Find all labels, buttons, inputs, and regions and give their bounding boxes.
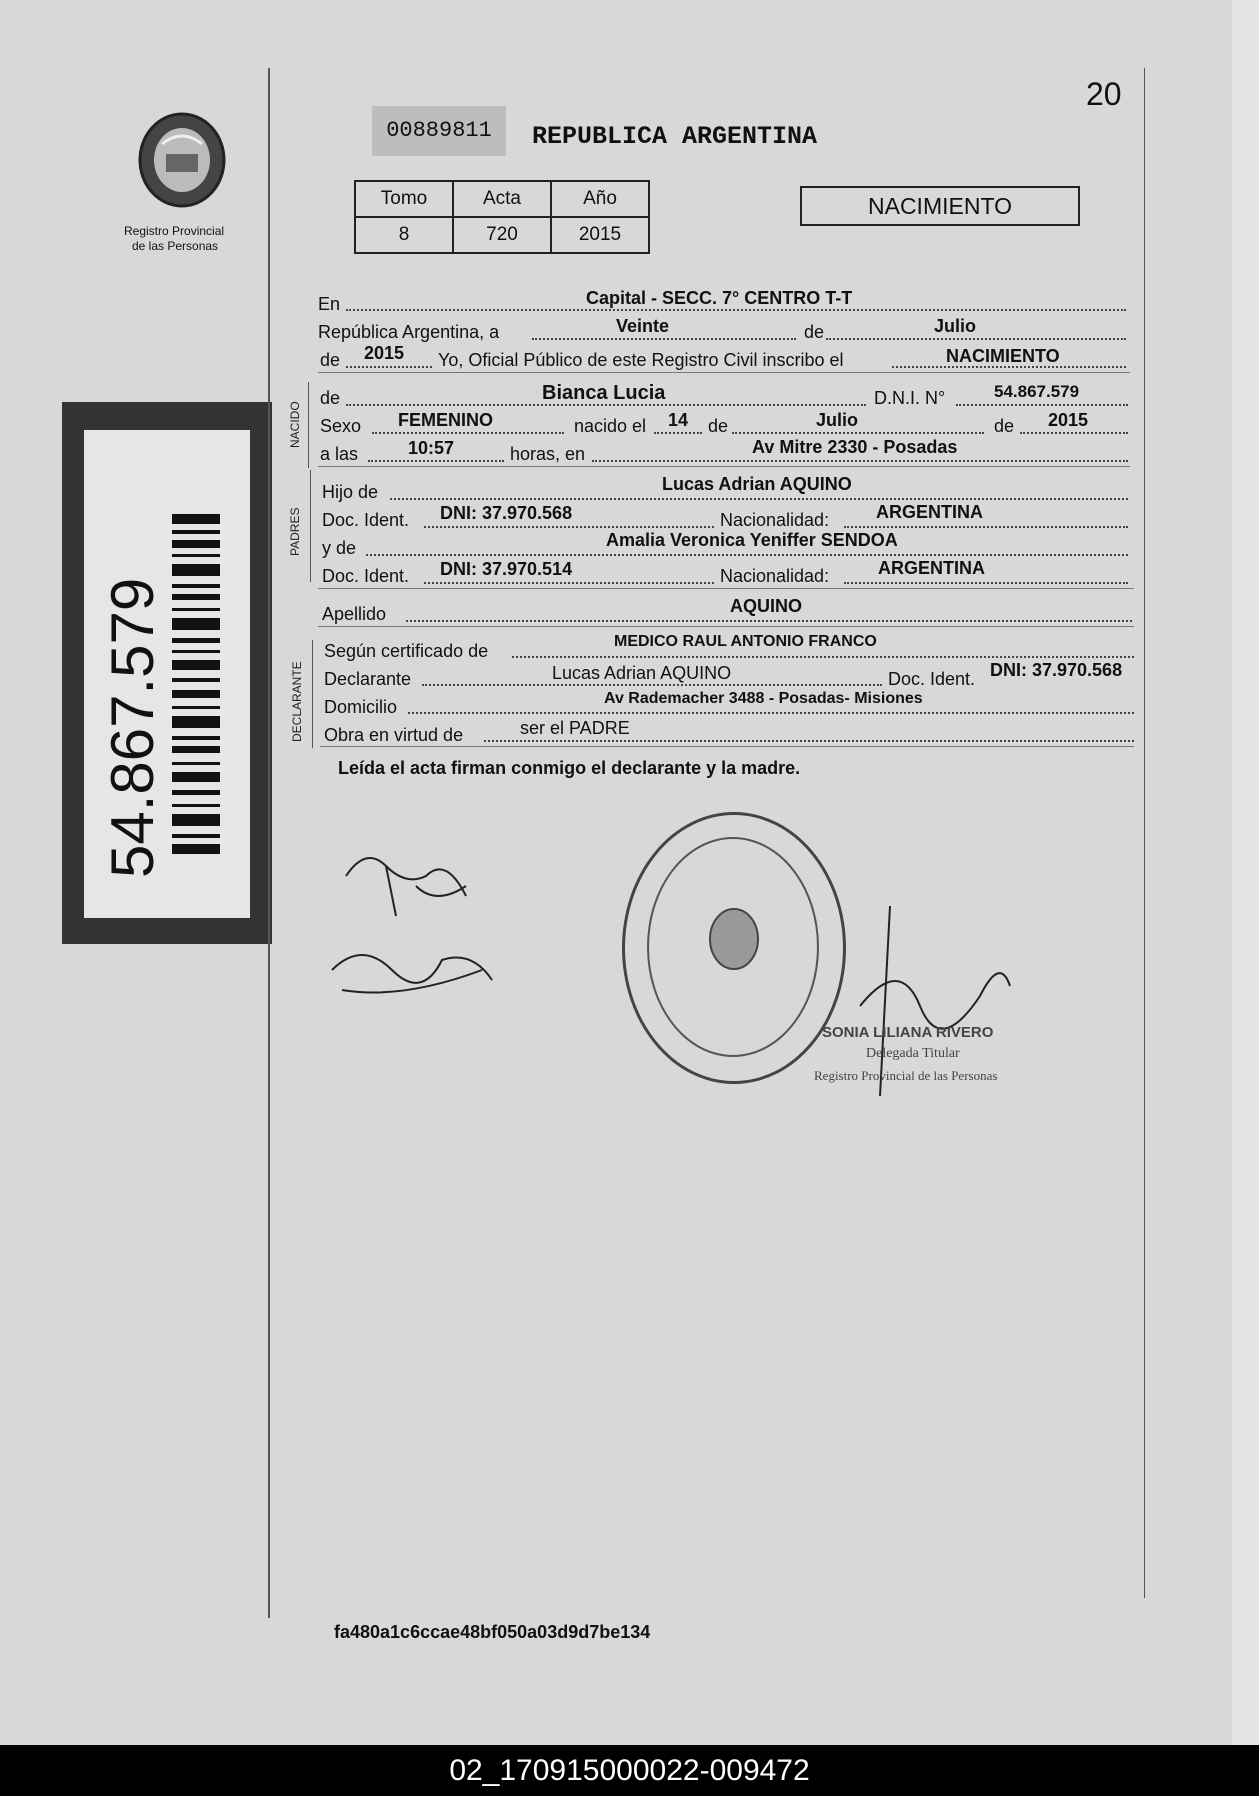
dots-padre [390,498,1128,500]
page-number: 20 [1086,76,1122,112]
dots-lugar-nac [592,460,1128,462]
value-declarante: Lucas Adrian AQUINO [552,663,732,683]
divider-3 [318,588,1134,589]
value-dia-nac: 14 [668,410,689,430]
td-tomo: 8 [355,217,453,253]
label-segun: Según certificado de [324,641,489,661]
dots-mes [826,338,1126,340]
value-madre: Amalia Veronica Yeniffer SENDOA [606,530,898,550]
dots-domicilio [408,712,1134,714]
dots-anio-nac [1020,432,1128,434]
divider-2 [318,466,1130,467]
label-de: de [804,322,825,342]
nacido-bracket [308,382,309,468]
right-margin-line [1144,68,1145,1598]
label-horas-en: horas, en [510,444,586,464]
label-nac-madre: Nacionalidad: [720,566,830,586]
label-republica: República Argentina, a [318,322,500,342]
label-declarante-doc: Doc. Ident. [888,669,976,689]
signature-declarante-icon [326,836,506,936]
barcode-inner [84,430,250,918]
label-oficial: Yo, Oficial Público de este Registro Civil inscribo el [438,350,844,370]
label-doc-padre: Doc. Ident. [322,510,410,530]
label-nac-padre: Nacionalidad: [720,510,830,530]
value-dni: 54.867.579 [994,382,1080,401]
official-title: Delegada Titular [866,1046,960,1061]
value-apellido: AQUINO [730,596,802,616]
dots-madre-doc [424,582,714,584]
registry-line1: Registro Provincial [124,224,225,238]
label-domicilio: Domicilio [324,697,398,717]
value-anio-nac: 2015 [1048,410,1089,430]
official-office: Registro Provincial de las Personas [814,1068,998,1083]
section-declarante: DECLARANTE [290,661,304,742]
th-tomo: Tomo [355,181,453,217]
value-padre: Lucas Adrian AQUINO [662,474,852,494]
dots-obra [484,740,1134,742]
dots-padre-nac [844,526,1128,528]
value-mes-nac: Julio [816,410,859,430]
record-type-box: NACIMIENTO [800,186,1080,226]
label-obra: Obra en virtud de [324,725,464,745]
dots-dia [532,338,796,340]
dots-anio [346,366,432,368]
value-lugar-nac: Av Mitre 2330 - Posadas [752,437,958,457]
td-anio: 2015 [551,217,649,253]
label-de-year2: de [994,416,1015,436]
document-hash: fa480a1c6ccae48bf050a03d9d7be134 [334,1622,651,1642]
country-title: REPUBLICA ARGENTINA [532,122,818,151]
value-hora: 10:57 [408,438,455,458]
barcode-icon [172,514,220,854]
label-apellido: Apellido [322,604,387,624]
declarante-bracket [312,640,313,748]
dots-dni [956,404,1128,406]
official-name: SONIA LILIANA RIVERO [822,1024,994,1041]
label-en: En [318,294,341,314]
label-doc-madre: Doc. Ident. [322,566,410,586]
registry-line2: de las Personas [132,239,219,253]
dots-mes-nac [732,432,984,434]
value-padre-nac: ARGENTINA [876,502,983,522]
footer-id: 02_170915000022-009472 [0,1745,1259,1796]
dots-madre [366,554,1128,556]
label-sexo: Sexo [320,416,362,436]
th-anio: Año [551,181,649,217]
value-inscribe: NACIMIENTO [946,346,1060,366]
value-declarante-doc: DNI: 37.970.568 [990,660,1123,680]
label-dni: D.N.I. N° [874,388,946,408]
dots-dia-nac [654,432,702,434]
label-hijo-de: Hijo de [322,482,379,502]
value-dia: Veinte [616,316,670,336]
barcode-label [62,402,272,944]
registry-seal-icon [132,108,232,218]
padres-bracket [310,470,311,582]
label-de-month: de [708,416,729,436]
section-padres: PADRES [288,507,302,556]
page-edge [1232,0,1259,1745]
divider-4 [318,626,1134,627]
label-a-las: a las [320,444,359,464]
value-nombre: Bianca Lucia [542,382,666,404]
dots-hora [368,460,504,462]
value-obra: ser el PADRE [520,718,630,738]
value-certificado: MEDICO RAUL ANTONIO FRANCO [614,633,877,650]
signature-madre-icon [322,930,512,1010]
dots-madre-nac [844,582,1128,584]
label-de-year: de [320,350,341,370]
dots-certificado [512,656,1134,658]
divider-1 [318,372,1130,373]
barcode-number: 54.867.579 [99,577,166,878]
left-margin-line [268,68,270,1618]
dots-padre-doc [424,526,714,528]
serial-number: 00889811 [372,106,506,156]
official-stamp [622,812,846,1084]
dots-apellido [406,620,1132,622]
dots-declarante [422,684,882,686]
value-domicilio: Av Rademacher 3488 - Posadas- Misiones [604,690,923,707]
th-acta: Acta [453,181,551,217]
label-de-name: de [320,388,341,408]
td-acta: 720 [453,217,551,253]
value-padre-doc: DNI: 37.970.568 [440,503,573,523]
volume-table [354,180,650,254]
portrait-icon [699,899,769,989]
dots-en [346,309,1126,311]
label-nacido-el: nacido el [574,416,647,436]
value-lugar: Capital - SECC. 7° CENTRO T-T [586,288,853,308]
divider-5 [320,746,1134,747]
closing-text: Leída el acta firman conmigo el declarante y la madre. [338,758,801,778]
value-mes: Julio [934,316,977,336]
value-sexo: FEMENINO [398,410,494,430]
section-nacido: NACIDO [288,401,302,448]
value-madre-doc: DNI: 37.970.514 [440,559,573,579]
label-y-de: y de [322,538,357,558]
label-declarante: Declarante [324,669,412,689]
value-anio: 2015 [364,343,405,363]
dots-sexo [372,432,564,434]
value-madre-nac: ARGENTINA [878,558,985,578]
